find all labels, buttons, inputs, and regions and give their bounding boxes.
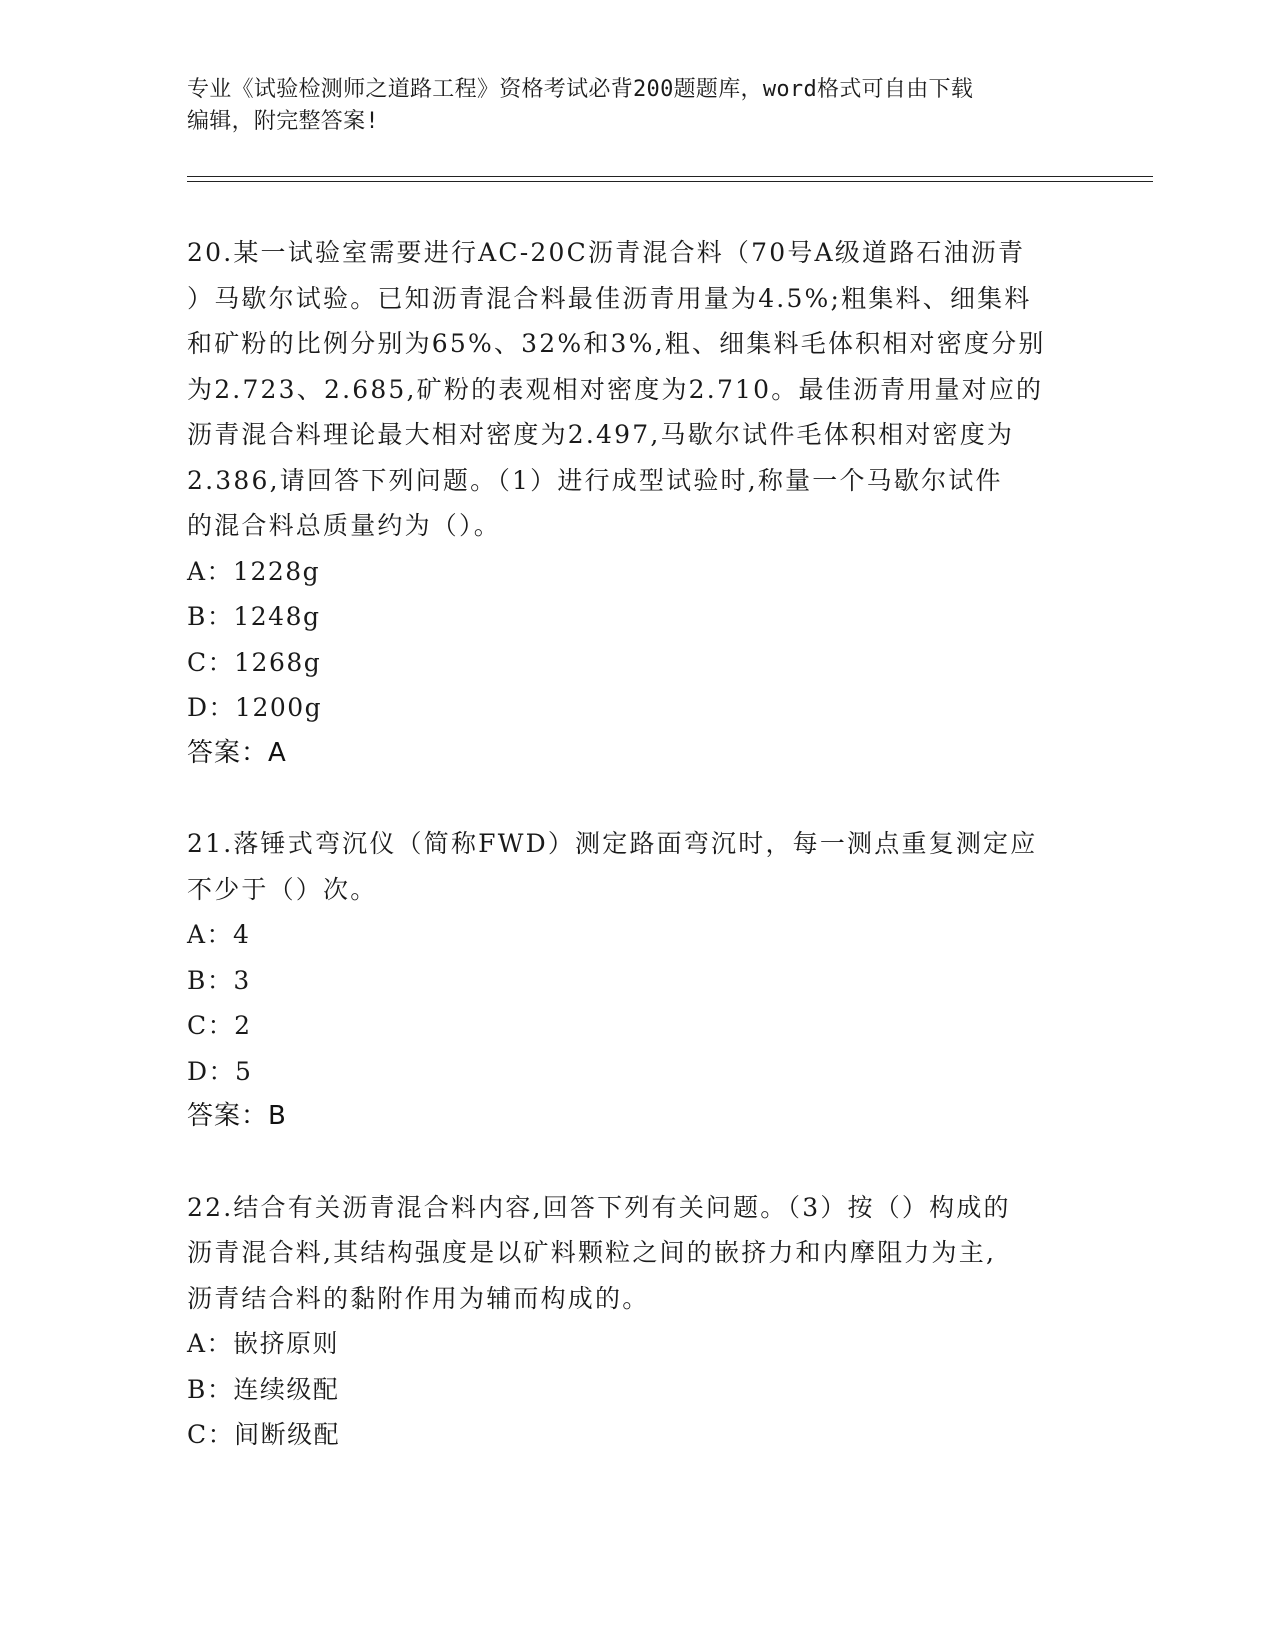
question-spacer <box>187 776 1087 821</box>
question-list <box>187 230 1087 1458</box>
option-a: A：4 <box>187 920 251 949</box>
answer-label: 答案：B <box>187 1101 287 1131</box>
question-line: 沥青混合料理论最大相对密度为2.497,马歇尔试件毛体积相对密度为 <box>187 420 1015 449</box>
option-c: C：间断级配 <box>187 1420 341 1449</box>
option-a: A：嵌挤原则 <box>187 1329 340 1358</box>
question-line: 不少于（）次。 <box>187 874 378 904</box>
question-spacer <box>187 1140 1087 1185</box>
question-22 <box>187 1185 1087 1458</box>
question-line: 沥青混合料,其结构强度是以矿料颗粒之间的嵌挤力和内摩阻力为主, <box>187 1238 997 1267</box>
question-line: 2.386,请回答下列问题。（1）进行成型试验时,称量一个马歇尔试件 <box>187 465 1003 495</box>
question-line: 为2.723、2.685,矿粉的表观相对密度为2.710。最佳沥青用量对应的 <box>187 374 1044 404</box>
header-line-2: 编辑，附完整答案! <box>187 109 379 134</box>
header-divider-top <box>187 176 1153 177</box>
question-21 <box>187 821 1087 1140</box>
question-stem <box>187 230 1087 549</box>
question-stem <box>187 821 1087 912</box>
question-line: 22.结合有关沥青混合料内容,回答下列有关问题。（3）按（）构成的 <box>187 1192 1011 1222</box>
question-stem <box>187 1185 1087 1322</box>
option-b: B：1248g <box>187 602 321 631</box>
question-line: 20.某一试验室需要进行AC-20C沥青混合料（70号A级道路石油沥青 <box>187 238 1026 267</box>
question-line: 21.落锤式弯沉仪（简称FWD）测定路面弯沉时，每一测点重复测定应 <box>187 829 1038 858</box>
question-line: 和矿粉的比例分别为65%、32%和3%,粗、细集料毛体积相对密度分别 <box>187 329 1046 358</box>
option-b: B：连续级配 <box>187 1374 340 1404</box>
question-20 <box>187 230 1087 776</box>
question-line: 沥青结合料的黏附作用为辅而构成的。 <box>187 1283 650 1313</box>
header-line-1: 专业《试验检测师之道路工程》资格考试必背200题题库，word格式可自由下载 <box>187 77 974 102</box>
option-c: C：2 <box>187 1011 252 1040</box>
question-line: ）马歇尔试验。已知沥青混合料最佳沥青用量为4.5%;粗集料、细集料 <box>187 283 1032 313</box>
question-line: 的混合料总质量约为（）。 <box>187 511 501 540</box>
answer-label: 答案：A <box>187 737 287 768</box>
option-b: B：3 <box>187 965 251 995</box>
option-d: D：5 <box>187 1056 253 1086</box>
option-d: D：1200g <box>187 693 323 722</box>
option-a: A：1228g <box>187 556 321 586</box>
option-c: C：1268g <box>187 647 322 677</box>
header-divider-bottom <box>187 181 1153 182</box>
document-header <box>187 74 1077 138</box>
